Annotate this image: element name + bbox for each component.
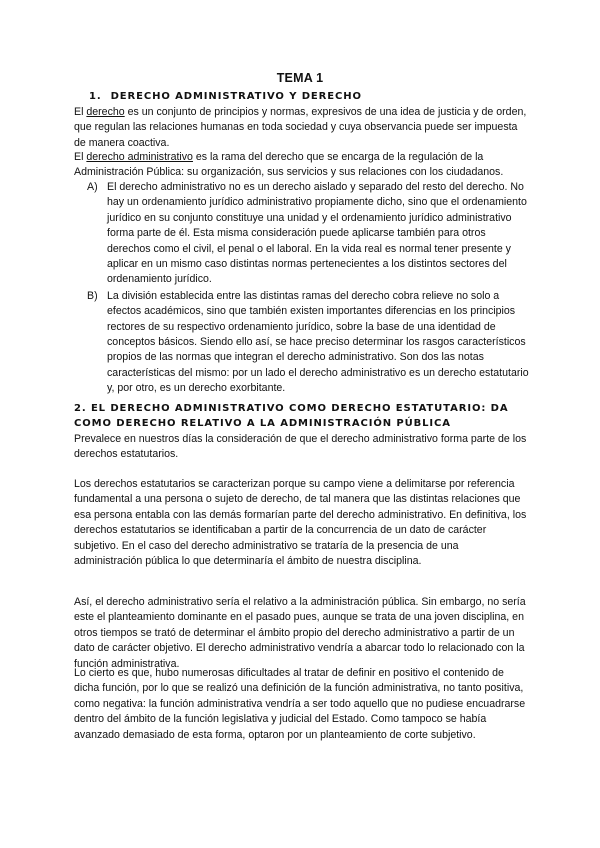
section-2-paragraph: Lo cierto es que, hubo numerosas dificultades al tratar de definir en positivo el contenido de dicha función, por lo que se realizó una definición de la función administrativa, no tanto positiva, como negativa: la función administrativa vendría a ser todo aquello que no pudiese encuadrarse dentro del ámbito de la función legislativa y judicial del Estado. Como tampoco se había avanzado demasiado de esta forma, optaron por un planteamiento de corte subjetivo. [74,667,526,741]
list-item-marker: A) [87,181,98,193]
list-item-text: La división establecida entre las distintas ramas del derecho cobra relieve no solo a efectos académicos, sino que también existen importantes diferencias en los principios rectores de su respectivo ordenamiento jurídico, sobre la base de una identidad de conceptos básicos. Siendo ello así, se hace preciso determinar los rasgos característicos propios de las normas que integran el derecho administrativo. Son dos las notas características del mismo: por un lado el derecho administrativo es un derecho estatutario y, por otro, es un derecho exorbitante. [107,289,529,395]
list-item [74,180,529,288]
section-1-heading [89,89,362,104]
section-1-paragraph-1: El derecho es un conjunto de principios y normas, expresivos de una idea de justicia y de orden, que regulan las relaciones humanas en toda sociedad y cuya observancia puede ser impuesta de manera coactiva. [74,106,527,149]
list-item [74,289,529,397]
list-item-marker: B) [87,289,98,302]
section-1-paragraph-2: El derecho administrativo es la rama del derecho que se encarga de la regulación de la Administración Pública: su organización, sus servicios y sus relaciones con los ciudadanos. [74,151,504,179]
section-2-heading-text: EL DERECHO ADMINISTRATIVO COMO DERECHO ESTATUTARIO: DA COMO DERECHO RELATIVO A LA ADMINISTRACIÓN PÚBLICA [74,403,509,430]
section-1-list [74,180,529,397]
list-item-text: El derecho administrativo no es un derecho aislado y separado del resto del derecho. No hay un ordenamiento jurídico administrativo propiamente dicho, sino que el ordenamiento jurídico en su conjunto constituye una unidad y el ordenamiento jurídico administrativo forma parte de él. Esta misma consideración puede aplicarse también para otros derechos como el civil, el penal o el laboral. En la vida real es normal tener presente y aplicar en un mismo caso distintas normas pertenecientes a los distintos sectores del ordenamiento jurídico. [107,181,527,286]
section-2-paragraph: Los derechos estatutarios se caracterizan porque su campo viene a delimitarse por referencia fundamental a una persona o sujeto de derecho, de tal manera que las distintas relaciones que esa persona entabla con las demás formarían parte del derecho administrativo. En definitiva, los derechos estatutarios se identificaban a partir de la concurrencia de un dato de carácter subjetivo. En el caso del derecho administrativo se trataría de la presencia de una administración pública lo que determinaría el ámbito de nuestra disciplina. [74,478,527,568]
term-derecho-administrativo: derecho administrativo [86,151,193,163]
term-derecho: derecho [86,106,125,118]
section-2-heading [74,401,544,432]
section-2-paragraph: Así, el derecho administrativo sería el relativo a la administración pública. Sin embargo, no sería este el planteamiento dominante en el pasado pues, aunque se trata de una joven disciplina, en otros tiempos se trató de determinar el ámbito propio del derecho administrativo a partir de un dato de carácter objetivo. El derecho administrativo vendría a abarcar todo lo relacionado con la función administrativa. [74,596,526,670]
section-1-heading-text: DERECHO ADMINISTRATIVO Y DERECHO [110,91,362,102]
section-2-paragraph: Prevalece en nuestros días la consideración de que el derecho administrativo forma parte de los derechos estatutarios. [74,433,527,461]
section-1-number: 1. [89,91,102,102]
document-title: TEMA 1 [276,71,324,85]
section-2-number: 2. [74,403,87,414]
